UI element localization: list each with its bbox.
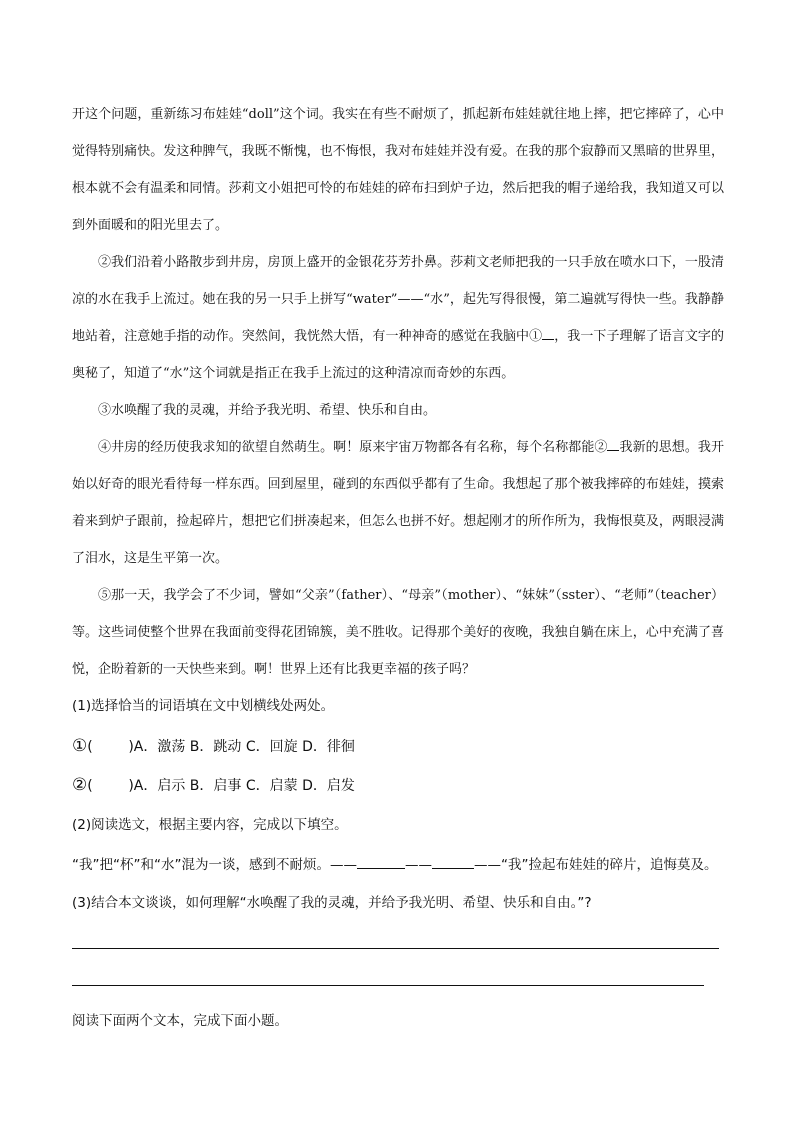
paragraph-4-text-after: 我新的思想。我开始以好奇的眼光看待每一样东西。回到屋里，碰到的东西似乎都有了生命。我想起了那个被我摔碎的布娃娃，摸索着来到炉子跟前，捡起碎片，想把它们拼凑起来，但怎么也拼不好。想起刚才的所作所为，我悔恨莫及，两眼浸满了泪水，这是生平第一次。: [72, 440, 724, 566]
reading-instruction: 阅读下面两个文本，完成下面小题。: [72, 1013, 288, 1029]
fill-line-part-b: ——: [404, 857, 432, 873]
passage-paragraph-5: ⑤那一天，我学会了不少词，譬如“父亲”（father）、“母亲”（mother）、“妹妹”（sster）、“老师”（teacher）等。这些词使整个世界在我面前变得花团锦簇，美不胜收。记得那个美好的夜晚，我独自躺在床上，心中充满了喜悦，企盼着新的一天快些来到。啊！世界上还有比我更幸福的孩子吗？: [72, 588, 724, 677]
fill-line-part-c: ——“我”捡起布娃娃的碎片，追悔莫及。: [473, 857, 718, 873]
option-2-marker: ②: [72, 775, 88, 795]
option-1-choices: A．激荡 B．跳动 C．回旋 D．徘徊: [133, 739, 355, 755]
passage-paragraph-2: [72, 244, 724, 392]
blank-1: [542, 325, 554, 340]
question-1-stem: (1)选择恰当的词语填在文中划横线处两处。: [72, 698, 335, 714]
option-2-choices: A．启示 B．启事 C．启蒙 D．启发: [133, 778, 355, 794]
option-1-marker: ①: [72, 736, 88, 756]
question-2-fill-line: [72, 854, 732, 875]
answer-line-1[interactable]: [72, 948, 719, 949]
paragraph-2-text-after: ，我一下子理解了语言文字的奥秘了，知道了“水”这个词就是指正在我手上流过的这种清凉而奇妙的东西。: [72, 329, 724, 381]
option-2-answer-paren[interactable]: ( ): [87, 778, 134, 794]
fill-blank-2[interactable]: [432, 854, 474, 869]
question-3-stem: (3)结合本文谈谈，如何理解“水唤醒了我的灵魂，并给予我光明、希望、快乐和自由。”?: [72, 895, 592, 911]
paragraph-2-text-before: ②我们沿着小路散步到井房，房顶上盛开的金银花芬芳扑鼻。莎莉文老师把我的一只手放在喷水口下，一股清凉的水在我手上流过。她在我的另一只手上拼写“water”——“水”，起先写得很慢，第二遍就写得快一些。我静静地站着，注意她手指的动作。突然间，我恍然大悟，有一种神奇的感觉在我脑中①: [72, 255, 724, 344]
fill-blank-1[interactable]: [357, 854, 405, 869]
fill-line-part-a: “我”把“杯”和“水”混为一谈，感到不耐烦。——: [72, 857, 357, 873]
answer-line-2[interactable]: [72, 985, 704, 986]
question-1-option-1: [72, 736, 732, 757]
option-1-answer-paren[interactable]: ( ): [87, 739, 134, 755]
question-2-stem: (2)阅读选文，根据主要内容，完成以下填空。: [72, 817, 348, 833]
question-1-option-2: [72, 775, 732, 796]
blank-2: [607, 436, 619, 451]
passage-paragraph-4: [72, 429, 724, 577]
passage-paragraph-1: 开这个问题，重新练习布娃娃“doll”这个词。我实在有些不耐烦了，抓起新布娃娃就往地上摔，把它摔碎了，心中觉得特别痛快。发这种脾气，我既不惭愧，也不悔恨，我对布娃娃并没有爱。在我的那个寂静而又黑暗的世界里，根本就不会有温柔和同情。莎莉文小姐把可怜的布娃娃的碎布扫到炉子边，然后把我的帽子递给我，我知道又可以到外面暖和的阳光里去了。: [72, 107, 724, 233]
passage-paragraph-3: ③水唤醒了我的灵魂，并给予我光明、希望、快乐和自由。: [98, 403, 437, 418]
paragraph-4-text-before: ④井房的经历使我求知的欲望自然萌生。啊！原来宇宙万物都各有名称，每个名称都能②: [98, 440, 608, 455]
